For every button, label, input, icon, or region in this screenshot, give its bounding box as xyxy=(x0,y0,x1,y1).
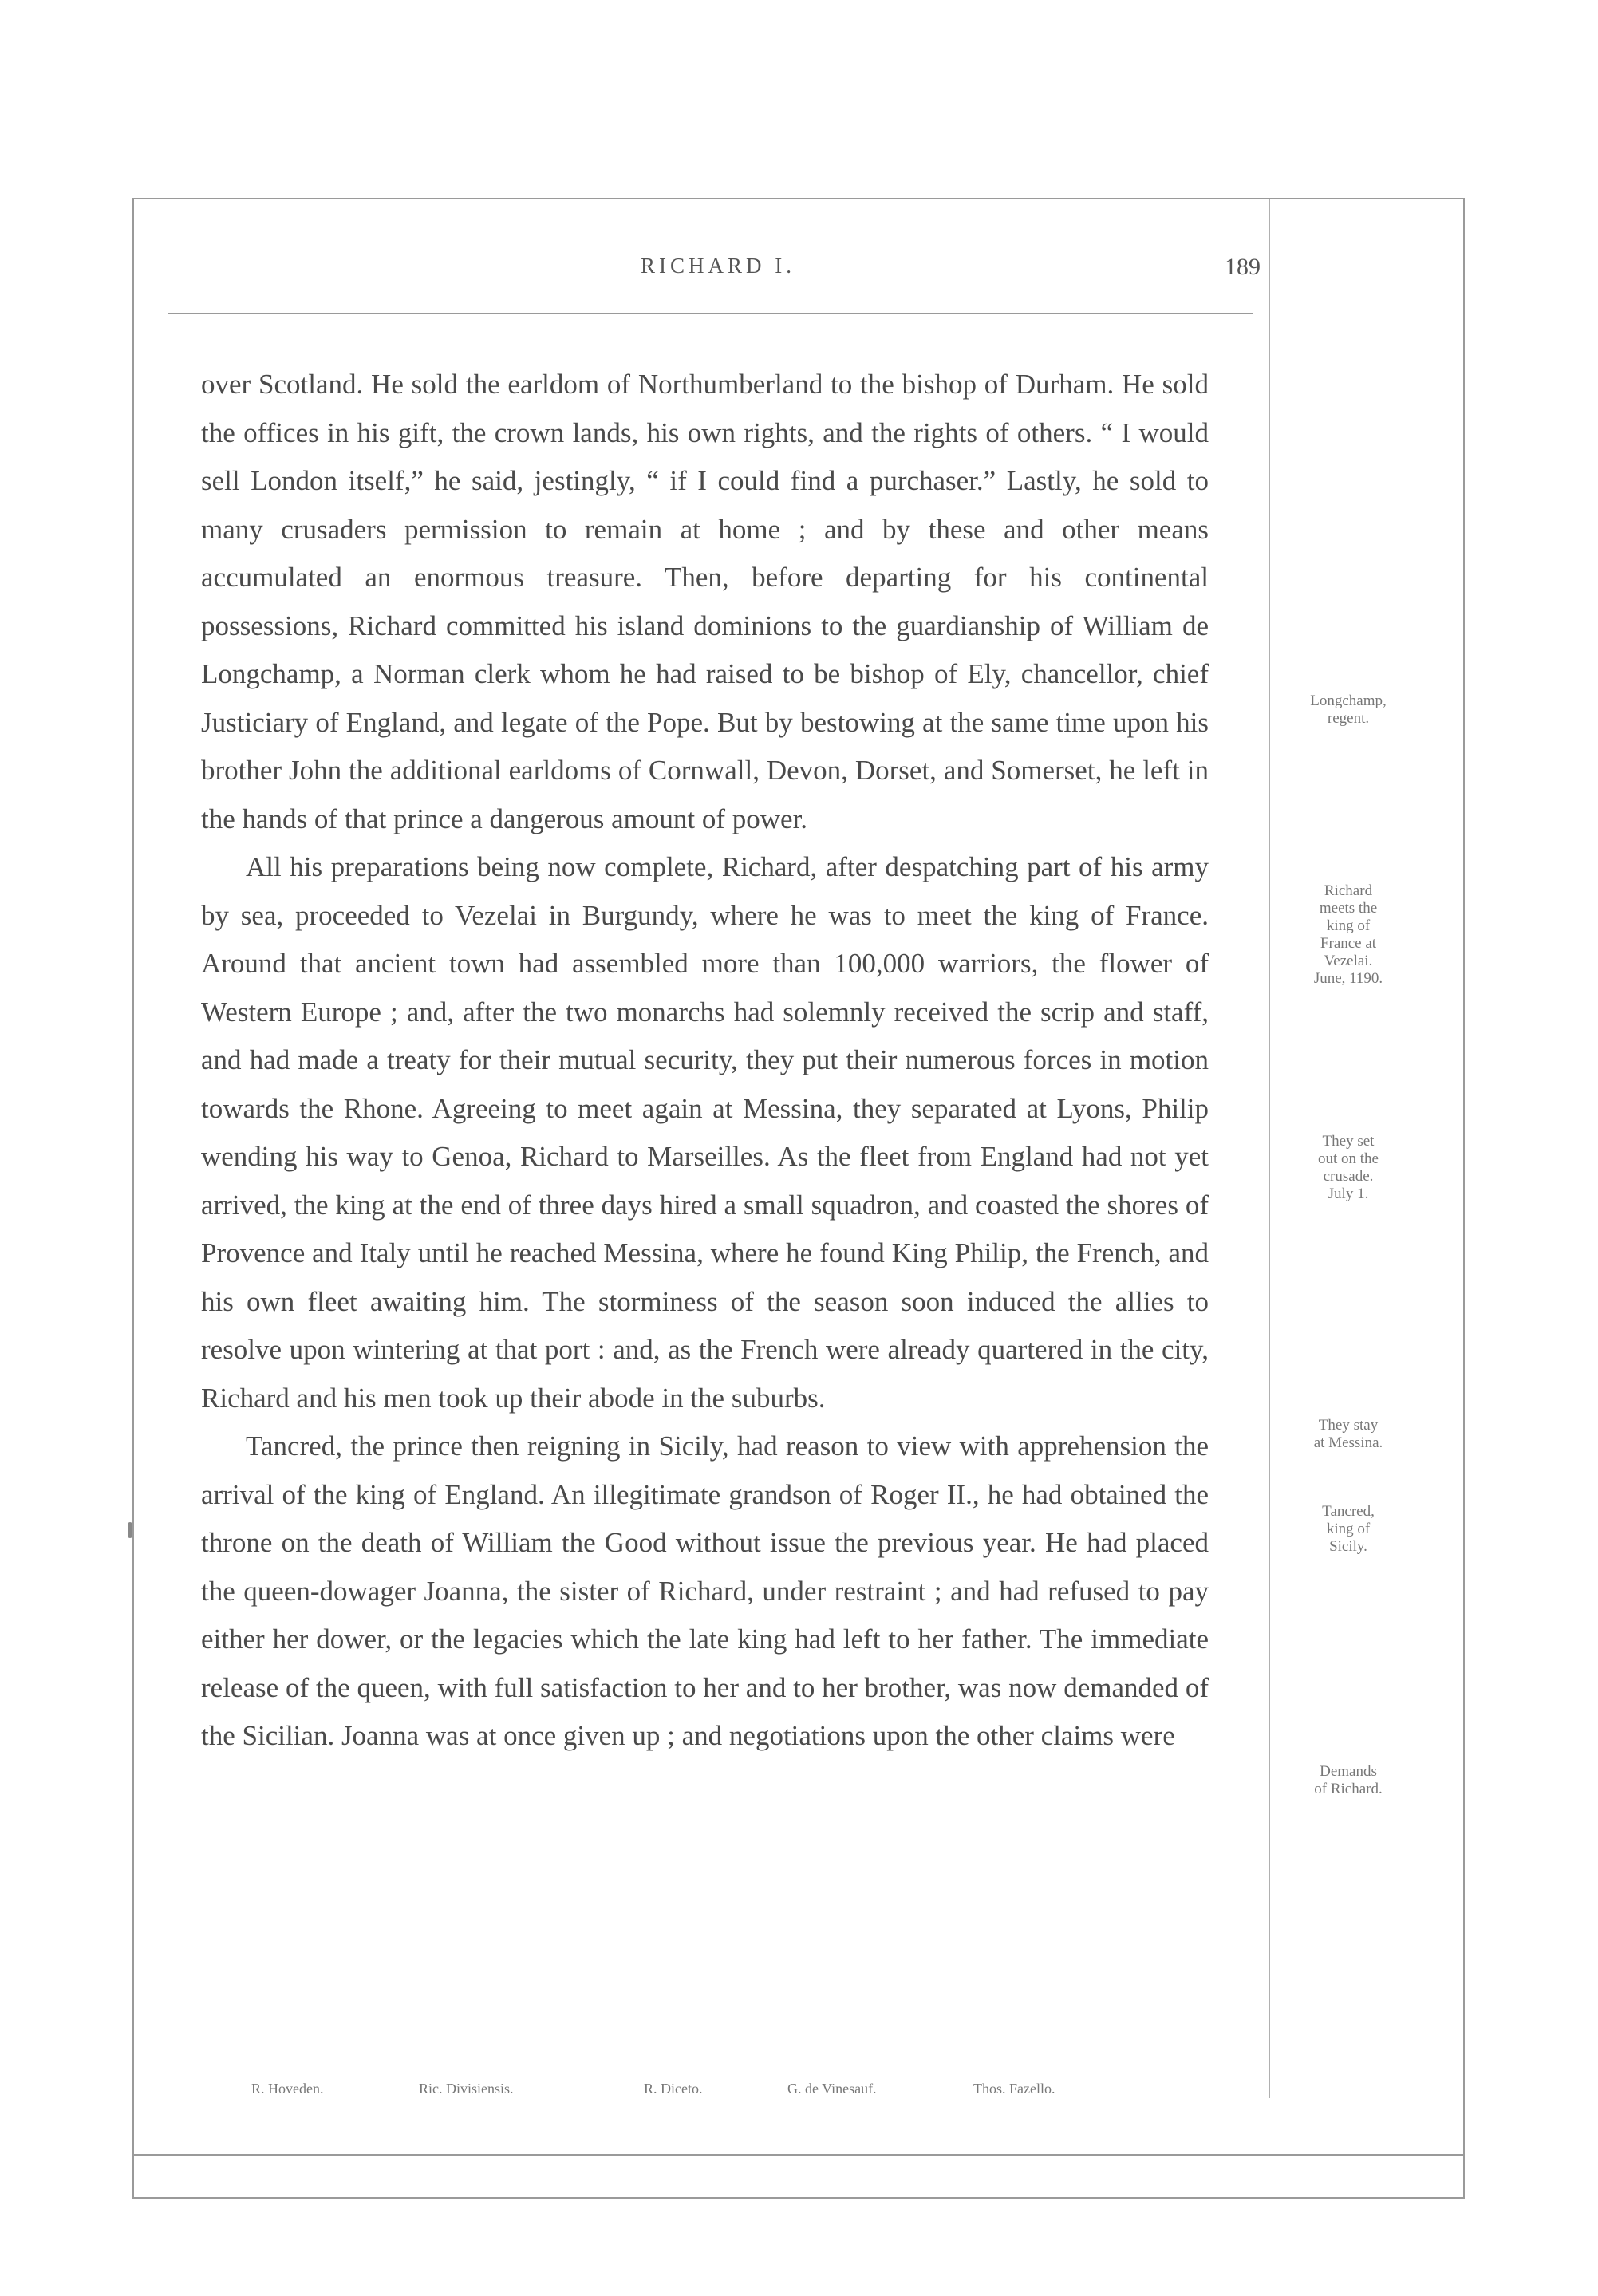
margin-ink-mark xyxy=(128,1522,132,1538)
source-divisiensis: Ric. Divisiensis. xyxy=(419,2081,514,2097)
sidenote-set-out-crusade xyxy=(1276,1133,1420,1203)
main-text-block xyxy=(201,361,1209,1761)
sidenote-line: Tancred, xyxy=(1322,1503,1375,1520)
sidenote-line: out on the xyxy=(1318,1150,1379,1167)
sidenote-line: Demands xyxy=(1320,1763,1377,1780)
paragraph-3: Tancred, the prince then reigning in Sicily, had reason to view with apprehension the arrival of the king of England. An illegitimate grandson of Roger II., he had obtained the throne on the death of William the Good without issue the previous year. He had placed the queen-dowager Joanna, the sister of Richard, under restraint ; and had refused to pay either her dower, or the legacies which the late king had left to her father. The immediate release of the queen, with full satisfaction to her and to her brother, was now demanded of the Sicilian. Joanna was at once given up ; and negotiations upon the other claims were xyxy=(201,1430,1209,1751)
sidenote-line: Richard xyxy=(1324,882,1373,899)
page-number: 189 xyxy=(1225,254,1261,280)
margin-divider-rule xyxy=(1269,199,1270,2098)
source-hoveden: R. Hoveden. xyxy=(251,2081,324,2097)
sidenote-line: Sicily. xyxy=(1329,1538,1367,1555)
sidenote-demands-richard xyxy=(1276,1763,1420,1798)
sidenote-line: king of xyxy=(1326,1521,1371,1537)
sidenote-line: They set xyxy=(1322,1133,1375,1150)
sidenote-line: king of xyxy=(1326,917,1371,934)
paragraph-1: over Scotland. He sold the earldom of Northumberland to the bishop of Durham. He sold the offices in his gift, the crown lands, his own rights, and the rights of others. “ I would sell London itself,” he said, jestingly, “ if I could find a purchaser.” Lastly, he sold to many crusaders permission to remain at home ; and by these and other means accumulated an enormous treasure. Then, before departing for his continental possessions, Richard committed his island dominions to the guardianship of William de Longchamp, a Norman clerk whom he had raised to be bishop of Ely, chancellor, chief Justiciary of England, and legate of the Pope. But by bestowing at the same time upon his brother John the additional earldoms of Cornwall, Devon, Dorset, and Somerset, he left in the hands of that prince a dangerous amount of power. xyxy=(201,369,1209,834)
sidenote-tancred-king-sicily xyxy=(1276,1503,1420,1556)
source-diceto: R. Diceto. xyxy=(644,2081,703,2097)
sidenote-stay-messina xyxy=(1276,1417,1420,1452)
sidenote-line: June, 1190. xyxy=(1313,970,1383,987)
source-vinesauf: G. de Vinesauf. xyxy=(787,2081,877,2097)
running-title: RICHARD I. xyxy=(640,254,795,278)
footer-sources xyxy=(251,2081,1209,2105)
sidenote-line: meets the xyxy=(1319,900,1378,917)
sidenote-longchamp-regent xyxy=(1276,692,1420,728)
sidenote-line: Longchamp, xyxy=(1310,692,1387,709)
source-fazello: Thos. Fazello. xyxy=(973,2081,1055,2097)
sidenote-line: of Richard. xyxy=(1314,1781,1383,1797)
sidenote-richard-meets-king xyxy=(1276,882,1420,988)
page-frame-bottom-rule xyxy=(132,2154,1465,2156)
sidenote-line: crusade. xyxy=(1323,1168,1374,1185)
sidenote-line: France at xyxy=(1320,935,1377,952)
sidenote-line: July 1. xyxy=(1328,1185,1369,1202)
sidenote-line: Vezelai. xyxy=(1324,953,1373,969)
running-head xyxy=(168,254,1269,294)
header-rule xyxy=(168,313,1253,314)
sidenote-line: They stay xyxy=(1318,1417,1379,1434)
sidenote-line: regent. xyxy=(1327,710,1370,727)
paragraph-2: All his preparations being now complete, Richard, after despatching part of his army by sea, proceeded to Vezelai in Burgundy, where he was to meet the king of France. Around that ancient town had assembled more than 100,000 warriors, the flower of Western Europe ; and, after the two monarchs had solemnly received the scrip and staff, and had made a treaty for their mutual security, they put their numerous forces in motion towards the Rhone. Agreeing to meet again at Messina, they separated at Lyons, Philip wending his way to Genoa, Richard to Marseilles. As the fleet from England had not yet arrived, the king at the end of three days hired a small squadron, and coasted the shores of Provence and Italy until he reached Messina, where he found King Philip, the French, and his own fleet awaiting him. The storminess of the season soon induced the allies to resolve upon wintering at that port : and, as the French were already quartered in the city, Richard and his men took up their abode in the suburbs. xyxy=(201,851,1209,1414)
sidenote-line: at Messina. xyxy=(1313,1434,1383,1451)
